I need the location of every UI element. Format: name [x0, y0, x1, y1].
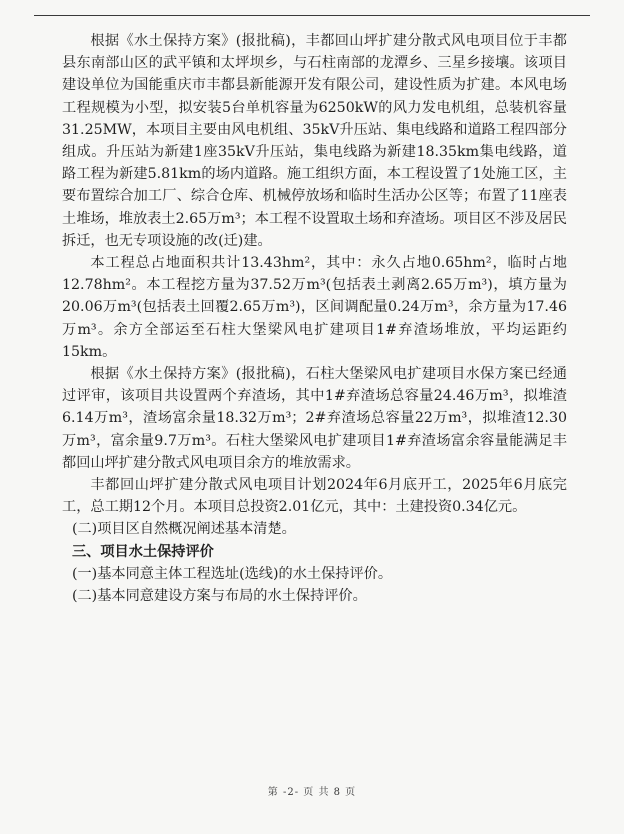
item-natural-conditions: (二)项目区自然概况阐述基本清楚。 [71, 521, 296, 538]
item-site-selection: (一)基本同意主体工程选址(选线)的水土保持评价。 [71, 565, 393, 582]
item-construction-layout: (二)基本同意建设方案与布局的水土保持评价。 [71, 588, 367, 605]
section-heading-evaluation: 三、项目水土保持评价 [71, 543, 214, 560]
paragraph-spoil-ground: 根据《水土保持方案》(报批稿)，石柱大堡梁风电扩建项目水保方案已经通过评审，该项目共设置两个弃渣场，其中1#弃渣场总容量24.46万m³，拟堆渣6.14万m³，渣场富余量18.32万m³；2#弃渣场总容量22万m³，拟堆渣12.30万m³，富余量9.7万m³。石柱大堡梁风电扩建项目1#弃渣场富余容量能满足丰都回山坪扩建分散式风电项目余方的堆放需求。 [62, 366, 567, 471]
paragraph-land-earthwork: 本工程总占地面积共计13.43hm²，其中：永久占地0.65hm²，临时占地12.78hm²。本工程挖方量为37.52万m³(包括表土剥离2.65万m³)，填方量为20.06万m³(包括表土回覆2.65万m³)，区间调配量0.24万m³，余方量为17.46万m³。余方全部运至石柱大堡梁风电扩建项目1#弃渣场堆放，平均运距约15km。 [62, 255, 567, 360]
header-rule [34, 15, 590, 16]
document-body [62, 30, 567, 607]
page-number: 第 -2- 页 共 8 页 [267, 787, 357, 798]
paragraph-project-overview: 根据《水土保持方案》(报批稿)，丰都回山坪扩建分散式风电项目位于丰都县东南部山区的武平镇和太坪坝乡，与石柱南部的龙潭乡、三星乡接壤。该项目建设单位为国能重庆市丰都县新能源开发有限公司，建设性质为扩建。本风电场工程规模为小型，拟安装5台单机容量为6250kW的风力发电机组，总装机容量31.25MW，本项目主要由风电机组、35kV升压站、集电线路和道路工程四部分组成。升压站为新建1座35kV升压站，集电线路为新建18.35km集电线路，道路工程为新建5.81km的场内道路。施工组织方面，本工程设置了1处施工区，主要布置综合加工厂、综合仓库、机械停放场和临时生活办公区等；布置了11座表土堆场，堆放表土2.65万m³；本工程不设置取土场和弃渣场。项目区不涉及居民拆迁，也无专项设施的改(迁)建。 [62, 33, 567, 249]
paragraph-schedule-investment: 丰都回山坪扩建分散式风电项目计划2024年6月底开工，2025年6月底完工，总工期12个月。本项目总投资2.01亿元，其中：土建投资0.34亿元。 [62, 477, 567, 516]
